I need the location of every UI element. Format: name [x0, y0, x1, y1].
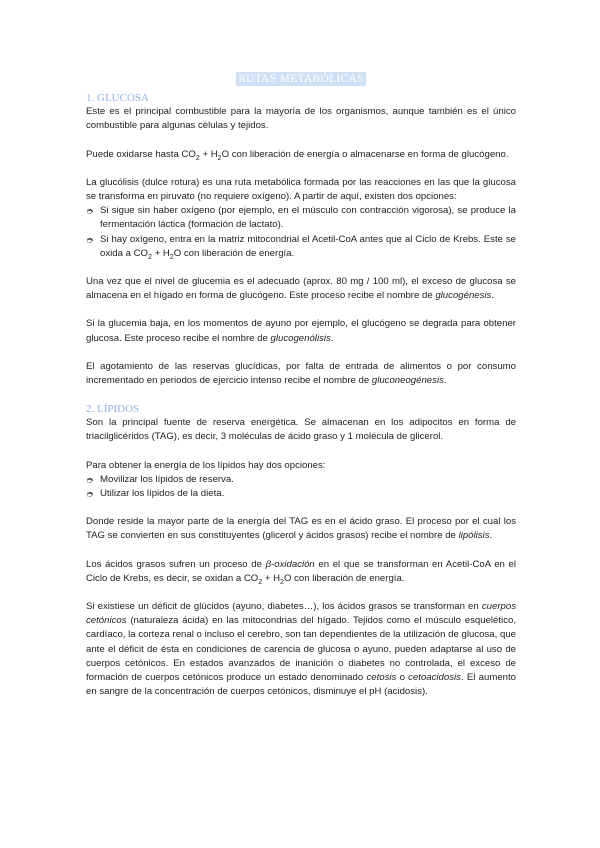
list-item — [86, 473, 516, 487]
text: Son la principal fuente de reserva energética. Se almacenan en los adipocitos en forma de triacilglicéridos (TAG), es decir, 3 moléculas de ácido graso y 1 molécula de glicerol. — [86, 417, 516, 443]
page-title: RUTAS METABÓLICAS — [238, 73, 364, 85]
text: . — [443, 375, 447, 387]
paragraph — [86, 515, 516, 543]
text: Este es el principal combustible para la mayoría de los organismos, aunque también es el único combustible para algunas células y tejidos. — [86, 106, 516, 132]
term: β-oxidación — [265, 558, 315, 570]
term: lipólisis — [458, 530, 490, 542]
text: + H — [151, 247, 170, 259]
text: Si sigue sin haber oxígeno (por ejemplo, en el músculo con contracción vigorosa), se produce la fermentación láctica (formación de lactato). — [100, 205, 516, 231]
document-page — [86, 72, 516, 714]
text: . El aumento en sangre de la concentración de cuerpos cetónicos, disminuye el pH (acidosis). — [86, 672, 516, 698]
paragraph — [86, 148, 516, 162]
text: Si hay oxígeno, entra en la matriz mitocondrial el Acetil-CoA antes que al Ciclo de Krebs. Este se oxida a CO — [100, 233, 516, 259]
text: . — [489, 530, 493, 542]
term: glucogénesis — [435, 290, 492, 302]
subscript: 2 — [280, 578, 284, 586]
term: gluconeogénesis — [371, 375, 444, 387]
term: cetosis — [366, 672, 397, 684]
text: . — [491, 290, 495, 302]
paragraph — [86, 459, 516, 473]
paragraph — [86, 360, 516, 388]
arrow-bullet-icon: ➮ — [86, 234, 94, 245]
subscript: 2 — [217, 154, 222, 162]
text: O con liberación de energía. — [173, 247, 295, 259]
term: cuerpos cetónicos — [86, 601, 516, 627]
text: Donde reside la mayor parte de la energía del TAG es en el ácido graso. El proceso por el cual los TAG se convierten en sus constituyentes (glicerol y ácidos grasos) recibe el nombre de — [86, 516, 516, 542]
text: . — [330, 332, 334, 344]
list-item — [86, 233, 516, 261]
text: Para obtener la energía de los lípidos hay dos opciones: — [86, 459, 326, 471]
list-item — [86, 487, 516, 501]
bullet-list — [86, 204, 516, 261]
subscript: 2 — [169, 253, 174, 261]
section-heading-glucosa: 1. GLUCOSA — [86, 92, 149, 105]
title-wrap — [86, 72, 516, 87]
arrow-bullet-icon: ➮ — [86, 206, 94, 217]
arrow-bullet-icon: ➮ — [86, 474, 94, 485]
bullet-list — [86, 473, 516, 501]
text: Puede oxidarse hasta CO — [86, 148, 196, 160]
text: (naturaleza ácida) en las mitocondrias del hígado. Tejidos como el músculo esquelético, cardíaco, la corteza renal o incluso el cerebro, son tan dependientes de la utilización de glucosa, que ante el déficit de ésta en condiciones de carencia de glucosa o ayuno, pueden adaptarse al uso de cuerpos cetónicos. En estados avanzados de inanición o diabetes no controlada, el exceso de formación de cuerpos cetónicos produce un estado denominado — [86, 615, 516, 684]
paragraph — [86, 275, 516, 303]
arrow-bullet-icon: ➮ — [86, 489, 94, 500]
text: El agotamiento de las reservas glucídicas, por falta de entrada de alimentos o por consumo incrementado en periodos de ejercicio intenso recibe el nombre de — [86, 360, 516, 387]
list-item — [86, 204, 516, 232]
text: Utilizar los lípidos de la dieta. — [100, 488, 225, 500]
text: O con liberación de energía o almacenarse en forma de glucógeno. — [221, 148, 509, 160]
subscript: 2 — [258, 578, 263, 586]
paragraph — [86, 416, 516, 444]
paragraph — [86, 600, 516, 699]
paragraph — [86, 176, 516, 204]
text: o — [396, 672, 409, 684]
text: Si existiese un déficit de glúcidos (ayuno, diabetes…), los ácidos grasos se transforman en — [86, 601, 482, 613]
text: O con liberación de energía. — [283, 572, 405, 584]
text: Una vez que el nivel de glucemia es el adecuado (aprox. 80 mg / 100 ml), el exceso de glucosa se almacena en el hígado en forma de glucógeno. Este proceso recibe el nombre de — [86, 276, 516, 302]
text: en el que se transforman en Acetil-CoA en el Ciclo de Krebs, es decir, se oxidan a CO — [86, 558, 516, 584]
text: La glucólisis (dulce rotura) es una ruta metabólica formada por las reacciones en las que la glucosa se transforma en piruvato (no requiere oxígeno). A partir de aquí, existen dos opciones: — [86, 176, 516, 203]
term: glucogenólisis — [270, 332, 331, 344]
text: Si la glucemia baja, en los momentos de ayuno por ejemplo, el glucógeno se degrada para obtener glucosa. Este proceso recibe el nombre de — [86, 318, 516, 344]
text: + H — [199, 148, 218, 160]
text: + H — [262, 572, 281, 584]
section-heading-lipidos: 2. LÍPIDOS — [86, 403, 140, 416]
term: cetoacidosis — [408, 672, 461, 684]
paragraph — [86, 317, 516, 345]
subscript: 2 — [148, 253, 152, 261]
text: Los ácidos grasos sufren un proceso de — [86, 558, 266, 570]
text: Movilizar los lípidos de reserva. — [100, 473, 234, 485]
paragraph — [86, 558, 516, 586]
subscript: 2 — [195, 154, 200, 162]
paragraph — [86, 105, 516, 133]
